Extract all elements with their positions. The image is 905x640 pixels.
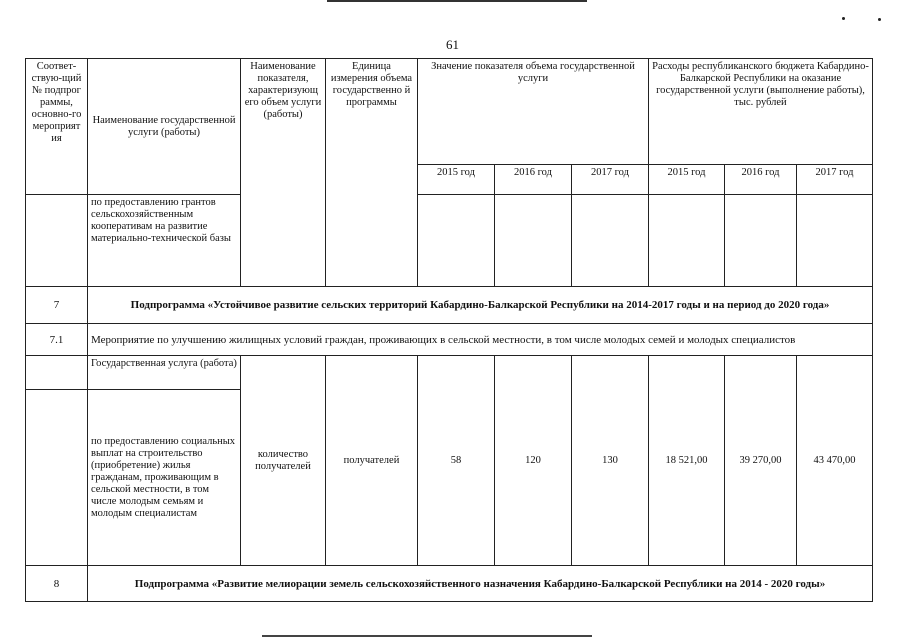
empty-cell	[26, 195, 88, 287]
unit-name: получателей	[326, 356, 418, 566]
empty-cell	[495, 195, 572, 287]
grants-service-text: по предоставлению грантов сельскохозяйственным кооперативам на развитие материально-технической базы	[88, 195, 241, 287]
top-scan-rule	[327, 0, 587, 2]
service-description: по предоставлению социальных выплат на строительство (приобретение) жилья гражданам, проживающим в сельской местности, в том числе молодым семьям и молодым специалистам	[88, 390, 241, 566]
empty-cell	[572, 195, 649, 287]
header-year: 2016 год	[495, 165, 572, 195]
subprogram-7-number: 7	[26, 287, 88, 324]
empty-cell	[797, 195, 873, 287]
header-year: 2015 год	[649, 165, 725, 195]
volume-2015: 58	[418, 356, 495, 566]
subprogram-8-title: Подпрограмма «Развитие мелиорации земель сельскохозяйственного назначения Кабардино-Балкарской Республики на 2014 - 2020 годы»	[88, 566, 873, 602]
services-table	[25, 58, 873, 602]
header-year: 2017 год	[572, 165, 649, 195]
subprogram-8-number: 8	[26, 566, 88, 602]
header-indicator-name: Наименование показателя, характеризующ его объем услуги (работы)	[241, 59, 326, 287]
empty-cell	[725, 195, 797, 287]
empty-cell	[26, 356, 88, 390]
expenses-2017: 43 470,00	[797, 356, 873, 566]
header-year: 2015 год	[418, 165, 495, 195]
event-7-1-title: Мероприятие по улучшению жилищных условий граждан, проживающих в сельской местности, в том числе молодых семей и молодых специалистов	[88, 324, 873, 356]
scan-speck	[878, 18, 881, 21]
indicator-name: количество получателей	[241, 356, 326, 566]
empty-cell	[418, 195, 495, 287]
header-year: 2017 год	[797, 165, 873, 195]
header-year: 2016 год	[725, 165, 797, 195]
header-volume-group: Значение показателя объема государственной услуги	[418, 59, 649, 165]
empty-cell	[649, 195, 725, 287]
scan-speck	[842, 17, 845, 20]
subprogram-7-title: Подпрограмма «Устойчивое развитие сельских территорий Кабардино-Балкарской Республики на 2014-2017 годы и на период до 2020 года»	[88, 287, 873, 324]
volume-2017: 130	[572, 356, 649, 566]
empty-cell	[26, 390, 88, 566]
expenses-2016: 39 270,00	[725, 356, 797, 566]
page-number: 61	[446, 37, 459, 52]
expenses-2015: 18 521,00	[649, 356, 725, 566]
bottom-scan-rule	[262, 635, 592, 637]
volume-2016: 120	[495, 356, 572, 566]
service-label: Государственная услуга (работа)	[88, 356, 241, 390]
header-subprogram-number: Соответ-ствую-щий № подпрог раммы, основно-го мероприят ия	[26, 59, 88, 195]
header-service-name: Наименование государственной услуги (работы)	[88, 59, 241, 195]
header-expenses-group: Расходы республиканского бюджета Кабардино-Балкарской Республики на оказание государственной услуги (выполнение работы), тыс. рублей	[649, 59, 873, 165]
header-unit: Единица измерения объема государственно й программы	[326, 59, 418, 287]
event-7-1-number: 7.1	[26, 324, 88, 356]
